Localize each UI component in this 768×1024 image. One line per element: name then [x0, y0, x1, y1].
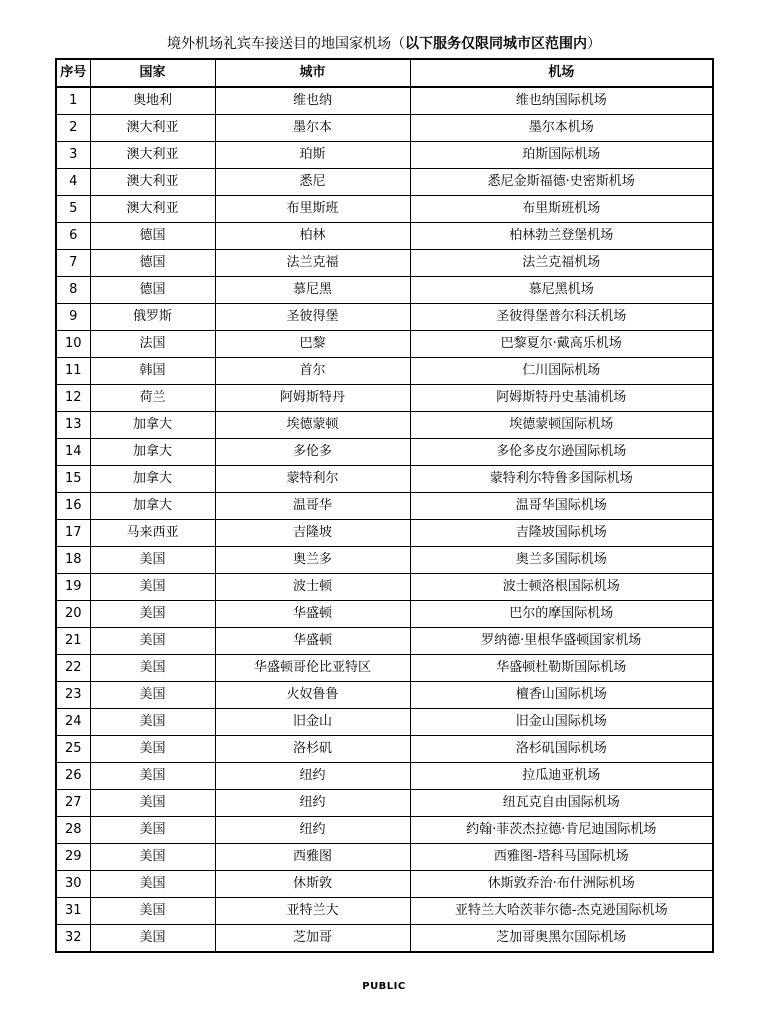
table-row	[56, 763, 713, 790]
table-row	[56, 844, 713, 871]
table-header-row	[56, 59, 713, 87]
row-city: 悉尼	[215, 169, 410, 196]
row-index: 22	[56, 655, 90, 682]
row-city: 华盛顿	[215, 601, 410, 628]
row-airport: 阿姆斯特丹史基浦机场	[410, 385, 713, 412]
row-index: 10	[56, 331, 90, 358]
table-row	[56, 412, 713, 439]
row-country: 美国	[90, 844, 215, 871]
row-country: 加拿大	[90, 493, 215, 520]
row-country: 美国	[90, 547, 215, 574]
table-row	[56, 466, 713, 493]
title-emphasis: 以下服务仅限同城市区范围内	[405, 36, 587, 52]
table-row	[56, 358, 713, 385]
table-row	[56, 250, 713, 277]
row-airport: 珀斯国际机场	[410, 142, 713, 169]
row-city: 纽约	[215, 790, 410, 817]
row-airport: 多伦多皮尔逊国际机场	[410, 439, 713, 466]
row-country: 韩国	[90, 358, 215, 385]
row-airport: 慕尼黑机场	[410, 277, 713, 304]
table-body	[56, 87, 713, 952]
row-country: 美国	[90, 763, 215, 790]
airport-table	[55, 58, 714, 953]
row-country: 美国	[90, 574, 215, 601]
row-airport: 巴尔的摩国际机场	[410, 601, 713, 628]
row-index: 25	[56, 736, 90, 763]
row-country: 美国	[90, 817, 215, 844]
header-index: 序号	[56, 59, 90, 87]
row-airport: 柏林勃兰登堡机场	[410, 223, 713, 250]
row-airport: 芝加哥奥黑尔国际机场	[410, 925, 713, 953]
row-country: 法国	[90, 331, 215, 358]
row-airport: 亚特兰大哈茨菲尔德-杰克逊国际机场	[410, 898, 713, 925]
row-country: 澳大利亚	[90, 115, 215, 142]
header-country: 国家	[90, 59, 215, 87]
row-airport: 吉隆坡国际机场	[410, 520, 713, 547]
row-index: 24	[56, 709, 90, 736]
table-row	[56, 682, 713, 709]
row-city: 火奴鲁鲁	[215, 682, 410, 709]
row-index: 30	[56, 871, 90, 898]
table-row	[56, 385, 713, 412]
row-airport: 约翰·菲茨杰拉德·肯尼迪国际机场	[410, 817, 713, 844]
row-city: 圣彼得堡	[215, 304, 410, 331]
row-airport: 华盛顿杜勒斯国际机场	[410, 655, 713, 682]
row-country: 德国	[90, 223, 215, 250]
row-city: 多伦多	[215, 439, 410, 466]
row-index: 5	[56, 196, 90, 223]
row-city: 柏林	[215, 223, 410, 250]
row-airport: 洛杉矶国际机场	[410, 736, 713, 763]
row-index: 29	[56, 844, 90, 871]
table-row	[56, 223, 713, 250]
table-row	[56, 115, 713, 142]
row-city: 维也纳	[215, 87, 410, 115]
row-city: 华盛顿	[215, 628, 410, 655]
row-index: 16	[56, 493, 90, 520]
table-row	[56, 817, 713, 844]
table-row	[56, 871, 713, 898]
row-airport: 旧金山国际机场	[410, 709, 713, 736]
row-city: 首尔	[215, 358, 410, 385]
row-index: 18	[56, 547, 90, 574]
row-city: 西雅图	[215, 844, 410, 871]
row-airport: 休斯敦乔治·布什洲际机场	[410, 871, 713, 898]
table-row	[56, 439, 713, 466]
row-city: 阿姆斯特丹	[215, 385, 410, 412]
row-index: 3	[56, 142, 90, 169]
row-city: 温哥华	[215, 493, 410, 520]
table-row	[56, 547, 713, 574]
row-city: 纽约	[215, 763, 410, 790]
row-index: 23	[56, 682, 90, 709]
row-city: 法兰克福	[215, 250, 410, 277]
row-airport: 法兰克福机场	[410, 250, 713, 277]
table-row	[56, 87, 713, 115]
row-index: 14	[56, 439, 90, 466]
table-row	[56, 655, 713, 682]
row-country: 美国	[90, 655, 215, 682]
row-country: 加拿大	[90, 412, 215, 439]
row-index: 11	[56, 358, 90, 385]
row-index: 7	[56, 250, 90, 277]
row-index: 32	[56, 925, 90, 953]
row-airport: 温哥华国际机场	[410, 493, 713, 520]
table-row	[56, 601, 713, 628]
row-index: 8	[56, 277, 90, 304]
row-index: 1	[56, 87, 90, 115]
row-index: 4	[56, 169, 90, 196]
table-row	[56, 277, 713, 304]
row-country: 德国	[90, 277, 215, 304]
row-city: 休斯敦	[215, 871, 410, 898]
row-city: 布里斯班	[215, 196, 410, 223]
row-airport: 檀香山国际机场	[410, 682, 713, 709]
row-index: 9	[56, 304, 90, 331]
row-index: 21	[56, 628, 90, 655]
row-country: 美国	[90, 790, 215, 817]
row-country: 俄罗斯	[90, 304, 215, 331]
row-city: 墨尔本	[215, 115, 410, 142]
row-city: 珀斯	[215, 142, 410, 169]
row-country: 澳大利亚	[90, 169, 215, 196]
row-airport: 墨尔本机场	[410, 115, 713, 142]
header-airport: 机场	[410, 59, 713, 87]
row-country: 加拿大	[90, 439, 215, 466]
row-country: 美国	[90, 898, 215, 925]
row-airport: 布里斯班机场	[410, 196, 713, 223]
row-country: 荷兰	[90, 385, 215, 412]
row-city: 洛杉矶	[215, 736, 410, 763]
row-city: 纽约	[215, 817, 410, 844]
row-airport: 奥兰多国际机场	[410, 547, 713, 574]
row-country: 澳大利亚	[90, 196, 215, 223]
row-city: 芝加哥	[215, 925, 410, 953]
table-row	[56, 898, 713, 925]
row-index: 12	[56, 385, 90, 412]
row-index: 17	[56, 520, 90, 547]
row-country: 美国	[90, 925, 215, 953]
row-city: 旧金山	[215, 709, 410, 736]
table-row	[56, 493, 713, 520]
row-index: 2	[56, 115, 90, 142]
title-close: ）	[587, 36, 601, 52]
classification-label: PUBLIC	[362, 981, 406, 992]
row-city: 奥兰多	[215, 547, 410, 574]
row-airport: 仁川国际机场	[410, 358, 713, 385]
header-city: 城市	[215, 59, 410, 87]
table-row	[56, 925, 713, 953]
row-country: 澳大利亚	[90, 142, 215, 169]
row-city: 蒙特利尔	[215, 466, 410, 493]
table-row	[56, 790, 713, 817]
row-airport: 罗纳德·里根华盛顿国家机场	[410, 628, 713, 655]
row-city: 波士顿	[215, 574, 410, 601]
row-airport: 西雅图-塔科马国际机场	[410, 844, 713, 871]
row-airport: 维也纳国际机场	[410, 87, 713, 115]
row-index: 19	[56, 574, 90, 601]
row-airport: 圣彼得堡普尔科沃机场	[410, 304, 713, 331]
row-country: 加拿大	[90, 466, 215, 493]
table-row	[56, 520, 713, 547]
table-row	[56, 709, 713, 736]
row-country: 美国	[90, 601, 215, 628]
row-country: 奥地利	[90, 87, 215, 115]
row-index: 15	[56, 466, 90, 493]
row-index: 28	[56, 817, 90, 844]
row-country: 德国	[90, 250, 215, 277]
table-row	[56, 196, 713, 223]
table-row	[56, 304, 713, 331]
row-airport: 拉瓜迪亚机场	[410, 763, 713, 790]
row-airport: 蒙特利尔特鲁多国际机场	[410, 466, 713, 493]
row-city: 慕尼黑	[215, 277, 410, 304]
table-row	[56, 142, 713, 169]
table-row	[56, 574, 713, 601]
row-city: 埃德蒙顿	[215, 412, 410, 439]
row-country: 美国	[90, 682, 215, 709]
row-country: 美国	[90, 736, 215, 763]
row-airport: 埃德蒙顿国际机场	[410, 412, 713, 439]
row-index: 20	[56, 601, 90, 628]
row-airport: 纽瓦克自由国际机场	[410, 790, 713, 817]
row-city: 华盛顿哥伦比亚特区	[215, 655, 410, 682]
row-country: 美国	[90, 871, 215, 898]
row-city: 吉隆坡	[215, 520, 410, 547]
row-airport: 波士顿洛根国际机场	[410, 574, 713, 601]
row-index: 6	[56, 223, 90, 250]
table-row	[56, 169, 713, 196]
row-airport: 巴黎夏尔·戴高乐机场	[410, 331, 713, 358]
row-index: 31	[56, 898, 90, 925]
row-index: 27	[56, 790, 90, 817]
title-main: 境外机场礼宾车接送目的地国家机场（	[167, 36, 405, 52]
row-index: 26	[56, 763, 90, 790]
table-row	[56, 628, 713, 655]
row-country: 美国	[90, 709, 215, 736]
table-row	[56, 331, 713, 358]
page-title	[0, 34, 768, 54]
row-city: 亚特兰大	[215, 898, 410, 925]
row-country: 美国	[90, 628, 215, 655]
row-city: 巴黎	[215, 331, 410, 358]
table-row	[56, 736, 713, 763]
row-country: 马来西亚	[90, 520, 215, 547]
row-index: 13	[56, 412, 90, 439]
row-airport: 悉尼金斯福德·史密斯机场	[410, 169, 713, 196]
